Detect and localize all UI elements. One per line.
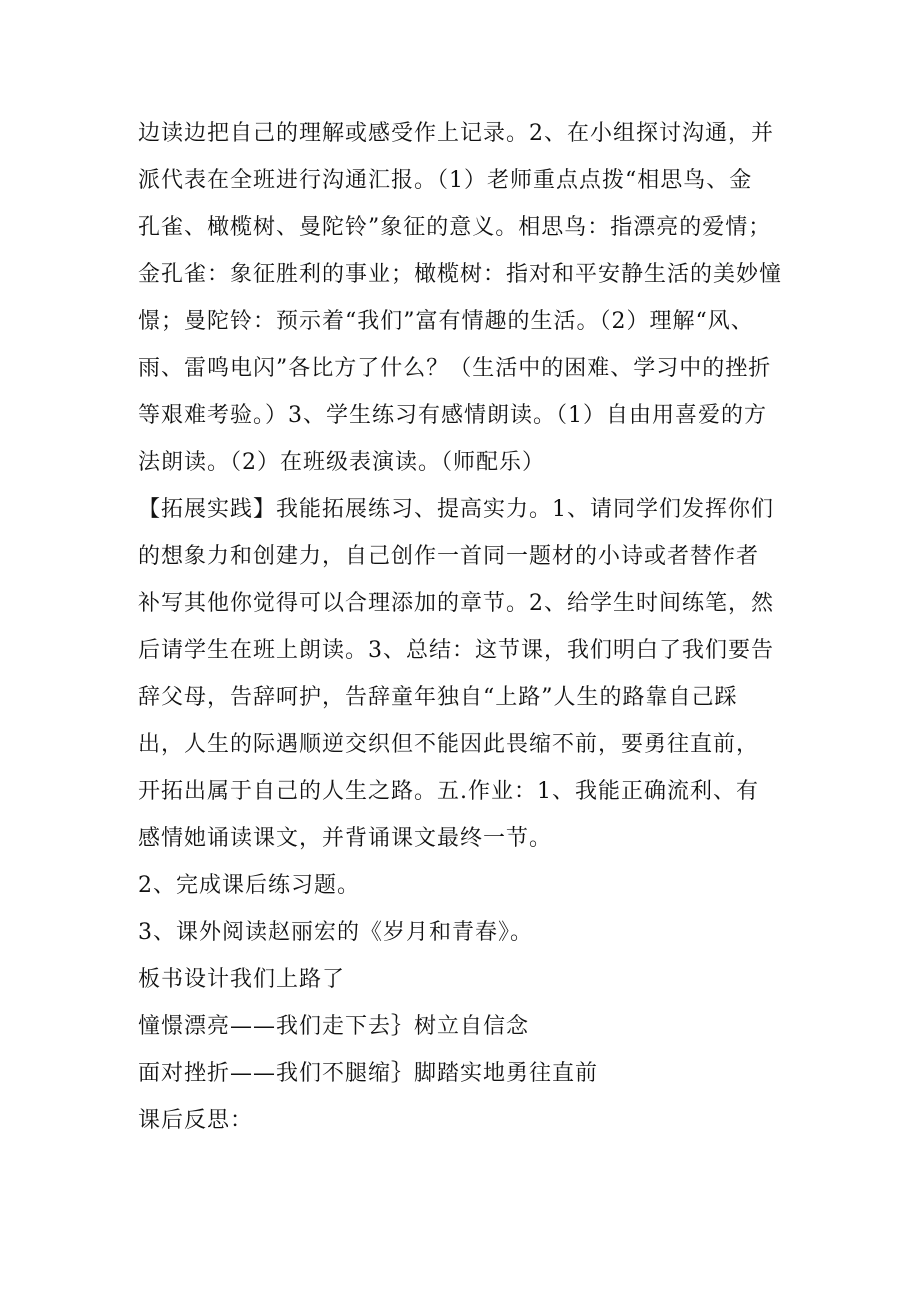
text-line: 等艰难考验。）3、学生练习有感情朗读。（1）自由用喜爱的方 — [138, 403, 767, 428]
text-line: 法朗读。（2）在班级表演读。（师配乐） — [138, 450, 545, 475]
board-design-title: 板书设计我们上路了 — [138, 967, 346, 992]
text-line: 开拓出属于自己的人生之路。五.作业：1、我能正确流利、有 — [138, 779, 759, 804]
section-heading-line: 【拓展实践】我能拓展练习、提高实力。1、请同学们发挥你们 — [138, 497, 774, 522]
text-line: 的想象力和创建力，自己创作一首同一题材的小诗或者替作者 — [138, 544, 760, 569]
text-line: 出，人生的际遇顺逆交织但不能因此畏缩不前，要勇往直前， — [138, 732, 760, 757]
text-line: 边读边把自己的理解或感受作上记录。2、在小组探讨沟通，并 — [138, 121, 774, 146]
board-design-line: 憧憬漂亮——我们走下去｝树立自信念 — [138, 1014, 530, 1039]
text-line: 派代表在全班进行沟通汇报。（1）老师重点点拨“相思鸟、金 — [138, 168, 753, 193]
body-text — [138, 110, 818, 1144]
text-line: 辞父母，告辞呵护，告辞童年独自“上路”人生的路靠自己踩 — [138, 685, 738, 710]
reflection-heading: 课后反思： — [138, 1108, 254, 1133]
text-line: 憬；曼陀铃：预示着“我们”富有情趣的生活。（2）理解“风、 — [138, 309, 754, 334]
homework-item: 2、完成课后练习题。 — [138, 873, 360, 898]
text-line: 孔雀、橄榄树、曼陀铃”象征的意义。相思鸟：指漂亮的爱情； — [138, 215, 772, 240]
text-line: 后请学生在班上朗读。3、总结：这节课，我们明白了我们要告 — [138, 638, 774, 663]
text-line: 感情她诵读课文，并背诵课文最终一节。 — [138, 826, 553, 851]
board-design-line: 面对挫折——我们不腿缩｝脚踏实地勇往直前 — [138, 1061, 599, 1086]
homework-item: 3、课外阅读赵丽宏的《岁月和青春》。 — [138, 920, 533, 945]
text-line: 金孔雀：象征胜利的事业；橄榄树：指对和平安静生活的美妙憧 — [138, 262, 783, 287]
text-line: 雨、雷鸣电闪”各比方了什么？（生活中的困难、学习中的挫折 — [138, 356, 772, 381]
text-line: 补写其他你觉得可以合理添加的章节。2、给学生时间练笔，然 — [138, 591, 774, 616]
